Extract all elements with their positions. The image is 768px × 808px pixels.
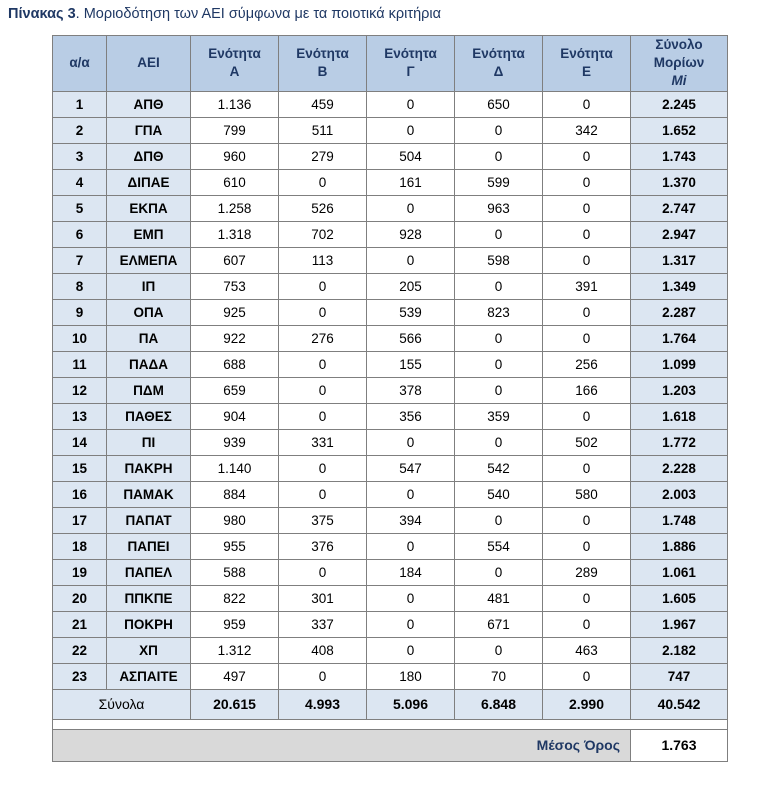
cell-unit-e: 256	[543, 351, 631, 377]
cell-unit-c: 184	[367, 559, 455, 585]
cell-index: 21	[53, 611, 107, 637]
table-row	[53, 91, 728, 117]
cell-unit-d: 598	[455, 247, 543, 273]
header-unit-c-line1: Ενότητα	[384, 46, 437, 62]
cell-index: 15	[53, 455, 107, 481]
cell-unit-c: 0	[367, 585, 455, 611]
cell-index: 9	[53, 299, 107, 325]
cell-unit-a: 1.318	[191, 221, 279, 247]
cell-unit-a: 753	[191, 273, 279, 299]
cell-total: 747	[631, 663, 728, 689]
table-row	[53, 169, 728, 195]
cell-unit-e: 0	[543, 221, 631, 247]
cell-institution: ΠΑΠΕΛ	[107, 559, 191, 585]
cell-unit-d: 0	[455, 559, 543, 585]
table-row	[53, 143, 728, 169]
cell-unit-e: 580	[543, 481, 631, 507]
cell-institution: ΠΙ	[107, 429, 191, 455]
cell-unit-e: 0	[543, 299, 631, 325]
cell-institution: ΠΔΜ	[107, 377, 191, 403]
cell-institution: ΙΠ	[107, 273, 191, 299]
cell-unit-c: 205	[367, 273, 455, 299]
cell-unit-b: 113	[279, 247, 367, 273]
cell-unit-d: 359	[455, 403, 543, 429]
cell-unit-e: 0	[543, 611, 631, 637]
cell-institution: ΧΠ	[107, 637, 191, 663]
cell-unit-d: 0	[455, 117, 543, 143]
cell-index: 6	[53, 221, 107, 247]
cell-unit-e: 391	[543, 273, 631, 299]
header-total-line3	[631, 72, 727, 90]
cell-unit-c: 161	[367, 169, 455, 195]
header-unit-d-line1: Ενότητα	[472, 46, 525, 62]
header-unit-d	[455, 36, 543, 92]
table-header	[53, 36, 728, 92]
cell-unit-a: 925	[191, 299, 279, 325]
totals-unit-b: 4.993	[279, 689, 367, 719]
table-row	[53, 195, 728, 221]
totals-grand: 40.542	[631, 689, 728, 719]
header-unit-b-line1: Ενότητα	[296, 46, 349, 62]
cell-unit-c: 378	[367, 377, 455, 403]
cell-unit-d: 0	[455, 351, 543, 377]
totals-label: Σύνολα	[53, 689, 191, 719]
cell-unit-b: 376	[279, 533, 367, 559]
cell-unit-c: 0	[367, 533, 455, 559]
cell-unit-b: 702	[279, 221, 367, 247]
cell-total: 2.245	[631, 91, 728, 117]
cell-unit-a: 1.312	[191, 637, 279, 663]
cell-unit-a: 955	[191, 533, 279, 559]
scores-table-container	[52, 35, 719, 762]
cell-unit-b: 0	[279, 169, 367, 195]
cell-unit-a: 588	[191, 559, 279, 585]
cell-unit-a: 922	[191, 325, 279, 351]
table-row	[53, 533, 728, 559]
table-row	[53, 637, 728, 663]
cell-unit-e: 0	[543, 507, 631, 533]
table-row	[53, 585, 728, 611]
cell-unit-c: 539	[367, 299, 455, 325]
cell-institution: ΠΑΠΕΙ	[107, 533, 191, 559]
cell-institution: ΑΠΘ	[107, 91, 191, 117]
header-institution-line1: ΑΕΙ	[137, 55, 160, 71]
average-value: 1.763	[631, 729, 728, 761]
cell-unit-d: 0	[455, 325, 543, 351]
totals-row	[53, 689, 728, 719]
cell-unit-c: 0	[367, 611, 455, 637]
caption-text: . Μοριοδότηση των ΑΕΙ σύμφωνα με τα ποιοτικά κριτήρια	[75, 6, 442, 22]
cell-unit-d: 0	[455, 637, 543, 663]
cell-total: 1.618	[631, 403, 728, 429]
header-row	[53, 36, 728, 92]
cell-index: 17	[53, 507, 107, 533]
cell-unit-b: 279	[279, 143, 367, 169]
cell-unit-b: 511	[279, 117, 367, 143]
table-row	[53, 481, 728, 507]
cell-total: 1.886	[631, 533, 728, 559]
cell-unit-a: 904	[191, 403, 279, 429]
table-row	[53, 559, 728, 585]
cell-unit-a: 960	[191, 143, 279, 169]
cell-total: 2.747	[631, 195, 728, 221]
cell-unit-b: 0	[279, 403, 367, 429]
cell-unit-c: 0	[367, 91, 455, 117]
table-row	[53, 663, 728, 689]
cell-unit-b: 459	[279, 91, 367, 117]
header-institution	[107, 36, 191, 92]
cell-unit-d: 481	[455, 585, 543, 611]
cell-unit-a: 799	[191, 117, 279, 143]
spacer-row	[53, 719, 728, 729]
cell-unit-a: 1.140	[191, 455, 279, 481]
cell-unit-e: 0	[543, 585, 631, 611]
table-row	[53, 611, 728, 637]
cell-unit-c: 547	[367, 455, 455, 481]
cell-unit-d: 650	[455, 91, 543, 117]
cell-unit-a: 607	[191, 247, 279, 273]
cell-index: 22	[53, 637, 107, 663]
cell-unit-a: 497	[191, 663, 279, 689]
cell-unit-e: 166	[543, 377, 631, 403]
cell-unit-e: 342	[543, 117, 631, 143]
average-row	[53, 729, 728, 761]
cell-institution: ΔΠΘ	[107, 143, 191, 169]
cell-index: 16	[53, 481, 107, 507]
table-row	[53, 273, 728, 299]
cell-index: 2	[53, 117, 107, 143]
cell-unit-c: 928	[367, 221, 455, 247]
cell-index: 18	[53, 533, 107, 559]
cell-unit-e: 0	[543, 403, 631, 429]
table-body	[53, 91, 728, 761]
cell-unit-a: 939	[191, 429, 279, 455]
cell-unit-a: 884	[191, 481, 279, 507]
table-row	[53, 221, 728, 247]
cell-index: 10	[53, 325, 107, 351]
cell-index: 11	[53, 351, 107, 377]
cell-unit-e: 0	[543, 247, 631, 273]
cell-unit-c: 566	[367, 325, 455, 351]
cell-unit-c: 0	[367, 195, 455, 221]
cell-total: 1.748	[631, 507, 728, 533]
header-unit-b	[279, 36, 367, 92]
cell-institution: ΕΜΠ	[107, 221, 191, 247]
cell-unit-a: 959	[191, 611, 279, 637]
header-unit-e-line2: Ε	[581, 64, 591, 80]
cell-unit-e: 0	[543, 169, 631, 195]
cell-institution: ΓΠΑ	[107, 117, 191, 143]
cell-unit-b: 0	[279, 377, 367, 403]
header-unit-e-line1: Ενότητα	[560, 46, 613, 62]
cell-unit-b: 331	[279, 429, 367, 455]
cell-unit-b: 0	[279, 559, 367, 585]
header-unit-d-line2: Δ	[493, 64, 504, 80]
header-unit-a-line2: Α	[229, 64, 240, 80]
cell-institution: ΠΑΔΑ	[107, 351, 191, 377]
cell-unit-b: 375	[279, 507, 367, 533]
cell-unit-e: 289	[543, 559, 631, 585]
cell-unit-d: 0	[455, 429, 543, 455]
table-row	[53, 325, 728, 351]
cell-institution: ΠΠΚΠΕ	[107, 585, 191, 611]
cell-total: 1.203	[631, 377, 728, 403]
cell-unit-d: 542	[455, 455, 543, 481]
cell-unit-e: 0	[543, 143, 631, 169]
cell-unit-b: 0	[279, 273, 367, 299]
cell-unit-c: 155	[367, 351, 455, 377]
cell-index: 8	[53, 273, 107, 299]
cell-unit-d: 671	[455, 611, 543, 637]
cell-unit-c: 0	[367, 429, 455, 455]
caption-label: Πίνακας 3	[8, 6, 76, 22]
cell-unit-d: 0	[455, 143, 543, 169]
cell-unit-d: 0	[455, 507, 543, 533]
cell-total: 1.370	[631, 169, 728, 195]
cell-unit-d: 0	[455, 221, 543, 247]
totals-unit-c: 5.096	[367, 689, 455, 719]
cell-total: 1.652	[631, 117, 728, 143]
table-row	[53, 507, 728, 533]
cell-unit-a: 1.258	[191, 195, 279, 221]
header-unit-b-line2: Β	[317, 64, 328, 80]
cell-unit-b: 276	[279, 325, 367, 351]
table-row	[53, 429, 728, 455]
cell-unit-d: 554	[455, 533, 543, 559]
cell-index: 14	[53, 429, 107, 455]
cell-institution: ΔΙΠΑΕ	[107, 169, 191, 195]
table-row	[53, 455, 728, 481]
cell-unit-a: 688	[191, 351, 279, 377]
cell-index: 4	[53, 169, 107, 195]
cell-unit-e: 502	[543, 429, 631, 455]
cell-total: 1.605	[631, 585, 728, 611]
cell-unit-b: 337	[279, 611, 367, 637]
spacer-cell	[53, 719, 728, 729]
cell-institution: ΠΑΜΑΚ	[107, 481, 191, 507]
cell-unit-b: 408	[279, 637, 367, 663]
cell-unit-e: 0	[543, 455, 631, 481]
table-row	[53, 403, 728, 429]
cell-unit-a: 822	[191, 585, 279, 611]
table-caption	[8, 6, 441, 22]
cell-institution: ΑΣΠΑΙΤΕ	[107, 663, 191, 689]
cell-institution: ΠΟΚΡΗ	[107, 611, 191, 637]
cell-unit-c: 0	[367, 247, 455, 273]
cell-unit-b: 301	[279, 585, 367, 611]
cell-institution: ΠΑΚΡΗ	[107, 455, 191, 481]
cell-unit-a: 659	[191, 377, 279, 403]
cell-institution: ΟΠΑ	[107, 299, 191, 325]
cell-unit-c: 0	[367, 637, 455, 663]
cell-total: 2.947	[631, 221, 728, 247]
cell-unit-a: 980	[191, 507, 279, 533]
header-total-line2: Μορίων	[653, 55, 705, 71]
cell-total: 1.317	[631, 247, 728, 273]
cell-total: 2.228	[631, 455, 728, 481]
average-label: Μέσος Όρος	[53, 729, 631, 761]
cell-unit-e: 463	[543, 637, 631, 663]
cell-unit-d: 0	[455, 377, 543, 403]
cell-unit-c: 504	[367, 143, 455, 169]
cell-index: 5	[53, 195, 107, 221]
cell-unit-a: 610	[191, 169, 279, 195]
cell-unit-c: 180	[367, 663, 455, 689]
cell-institution: ΕΚΠΑ	[107, 195, 191, 221]
header-index-line1: α/α	[69, 55, 90, 71]
cell-index: 3	[53, 143, 107, 169]
cell-index: 13	[53, 403, 107, 429]
cell-unit-b: 0	[279, 481, 367, 507]
cell-total: 2.287	[631, 299, 728, 325]
cell-unit-a: 1.136	[191, 91, 279, 117]
cell-total: 1.099	[631, 351, 728, 377]
table-row	[53, 377, 728, 403]
cell-index: 20	[53, 585, 107, 611]
cell-unit-b: 526	[279, 195, 367, 221]
cell-institution: ΠΑΠΑΤ	[107, 507, 191, 533]
header-index	[53, 36, 107, 92]
cell-unit-b: 0	[279, 351, 367, 377]
cell-institution: ΠΑ	[107, 325, 191, 351]
cell-unit-d: 0	[455, 273, 543, 299]
cell-unit-c: 394	[367, 507, 455, 533]
cell-institution: ΠΑΘΕΣ	[107, 403, 191, 429]
cell-unit-e: 0	[543, 663, 631, 689]
cell-unit-e: 0	[543, 91, 631, 117]
header-total-line1: Σύνολο	[655, 37, 703, 52]
cell-total: 1.349	[631, 273, 728, 299]
cell-index: 12	[53, 377, 107, 403]
cell-total: 2.182	[631, 637, 728, 663]
table-row	[53, 117, 728, 143]
header-unit-c-line2: Γ	[406, 64, 415, 80]
table-row	[53, 299, 728, 325]
cell-unit-d: 599	[455, 169, 543, 195]
cell-total: 1.764	[631, 325, 728, 351]
totals-unit-d: 6.848	[455, 689, 543, 719]
cell-institution: ΕΛΜΕΠΑ	[107, 247, 191, 273]
totals-unit-e: 2.990	[543, 689, 631, 719]
cell-unit-c: 0	[367, 117, 455, 143]
cell-index: 7	[53, 247, 107, 273]
cell-unit-e: 0	[543, 533, 631, 559]
header-unit-a-line1: Ενότητα	[208, 46, 261, 62]
cell-unit-d: 540	[455, 481, 543, 507]
scores-table	[52, 35, 728, 762]
cell-index: 19	[53, 559, 107, 585]
cell-index: 1	[53, 91, 107, 117]
cell-unit-e: 0	[543, 195, 631, 221]
cell-total: 1.061	[631, 559, 728, 585]
cell-unit-d: 70	[455, 663, 543, 689]
header-unit-a	[191, 36, 279, 92]
header-total-points	[631, 36, 728, 92]
cell-unit-b: 0	[279, 455, 367, 481]
cell-unit-d: 823	[455, 299, 543, 325]
cell-total: 1.967	[631, 611, 728, 637]
cell-unit-b: 0	[279, 663, 367, 689]
totals-unit-a: 20.615	[191, 689, 279, 719]
cell-total: 2.003	[631, 481, 728, 507]
header-unit-c	[367, 36, 455, 92]
table-row	[53, 247, 728, 273]
cell-total: 1.772	[631, 429, 728, 455]
cell-unit-b: 0	[279, 299, 367, 325]
cell-total: 1.743	[631, 143, 728, 169]
header-unit-e	[543, 36, 631, 92]
cell-unit-e: 0	[543, 325, 631, 351]
cell-unit-c: 356	[367, 403, 455, 429]
cell-index: 23	[53, 663, 107, 689]
cell-unit-d: 963	[455, 195, 543, 221]
cell-unit-c: 0	[367, 481, 455, 507]
table-row	[53, 351, 728, 377]
header-total-symbol: Mi	[671, 73, 687, 89]
